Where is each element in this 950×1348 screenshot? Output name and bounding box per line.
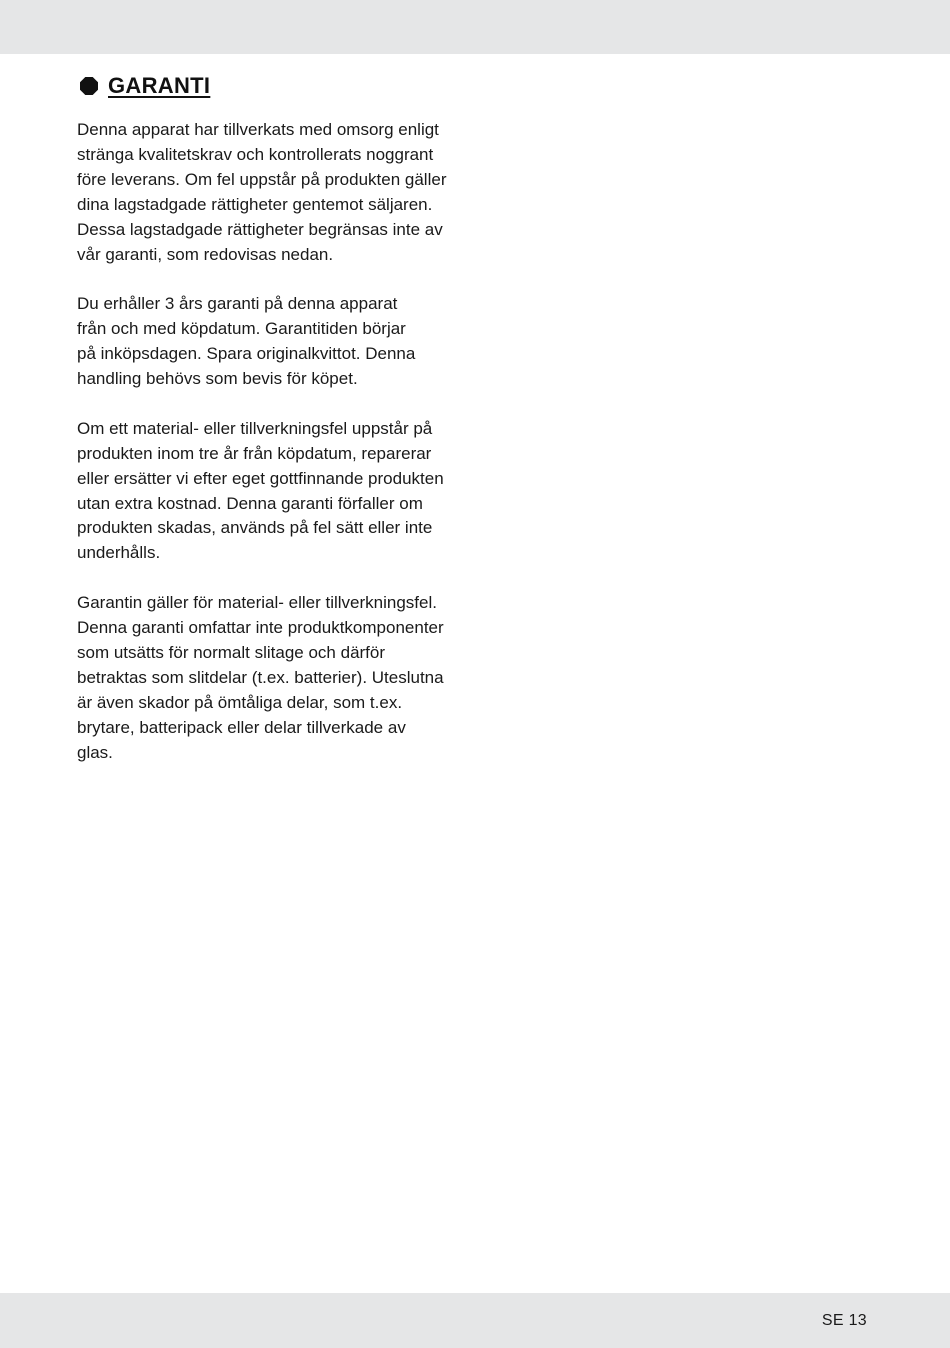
paragraph-legal-rights: Denna apparat har tillverkats med omsorg enligt stränga kvalitetskrav och kontrollerats noggrant före leverans. Om fel uppstår på produkten gäller dina lagstadgade rättigheter gentemot säljaren. Dessa lagstadgade rättigheter begränsas inte av vår garanti, som redovisas nedan. [77, 120, 447, 264]
paragraph-warranty-period: Du erhåller 3 års garanti på denna apparat från och med köpdatum. Garantitiden börjar på inköpsdagen. Spara originalkvittot. Denna handling behövs som bevis för köpet. [77, 294, 416, 389]
footer-band [0, 1293, 950, 1348]
header-band [0, 0, 950, 54]
section-heading [77, 70, 477, 102]
section-title: GARANTI [108, 73, 211, 98]
octagon-bullet-icon [80, 77, 98, 95]
paragraph-defect-repair: Om ett material- eller tillverkningsfel uppstår på produkten inom tre år från köpdatum, reparerar eller ersätter vi efter eget gottfinnande produkten utan extra kostnad. Denna garanti förfaller om produkten skadas, används på fel sätt eller inte underhålls. [77, 418, 444, 563]
paragraph-exclusions: Garantin gäller för material- eller tillverkningsfel. Denna garanti omfattar inte produktkomponenter som utsätts för normalt slitage och därför betraktas som slitdelar (t.ex. batterier). Uteslutna är även skador på ömtåliga delar, som t.ex. brytare, batteripack eller delar tillverkade av glas. [77, 593, 444, 762]
main-content [77, 70, 477, 790]
page-number: SE 13 [821, 1312, 867, 1329]
